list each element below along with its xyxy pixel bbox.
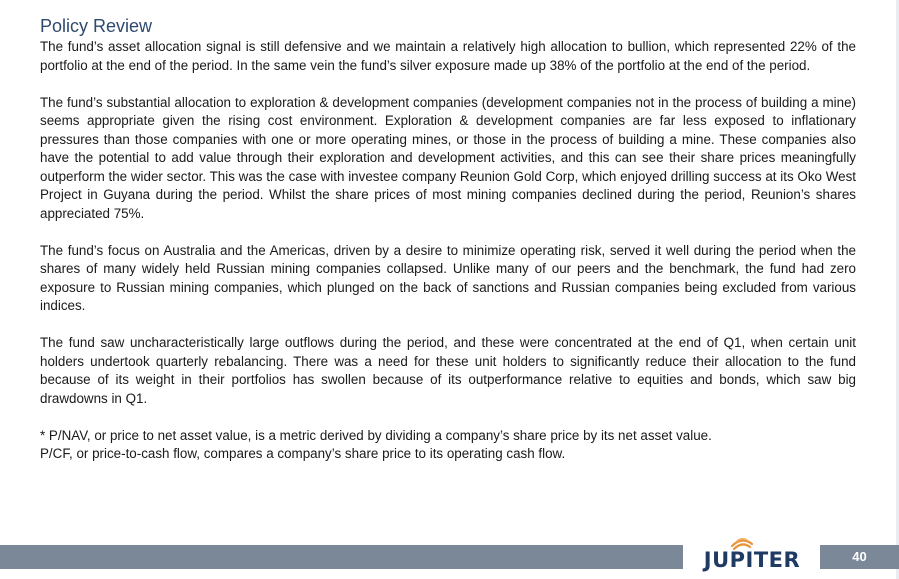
page-title: Policy Review: [40, 16, 153, 36]
paragraph-outflows: The fund saw uncharacteristically large outflows during the period, and these were concentrated at the end of Q1, when certain unit holders undertook quarterly rebalancing. There was a need for these unit holders to significantly reduce their allocation to the fund because of its weight in their portfolios has swollen because of its outperformance relative to equities and bonds, which saw big drawdowns in Q1.: [40, 335, 856, 406]
footer-bar: [0, 545, 683, 569]
footnote-pnav: * P/NAV, or price to net asset value, is a metric derived by dividing a company’s share price by its net asset value.: [40, 427, 712, 443]
jupiter-logo: [700, 535, 804, 573]
paragraph-geographic-focus: The fund’s focus on Australia and the Americas, driven by a desire to minimize operating risk, served it well during the period when the shares of many widely held Russian mining companies collapsed. Unlike many of our peers and the benchmark, the fund had zero exposure to Russian mining companies, which plunged on the back of sanctions and Russian companies being excluded from various indices.: [40, 242, 856, 313]
body-content: [40, 38, 856, 464]
footnote-pcf: P/CF, or price-to-cash flow, compares a company’s share price to its operating cash flow.: [40, 446, 566, 461]
logo-text: JUPITER: [703, 548, 801, 572]
paragraph-asset-allocation: The fund’s asset allocation signal is still defensive and we maintain a relatively high allocation to bullion, which represented 22% of the portfolio at the end of the period. In the same vein the fund’s silver exposure made up 38% of the portfolio at the end of the period.: [40, 39, 856, 73]
page-number: 40: [852, 549, 867, 564]
paragraph-exploration-development: The fund’s substantial allocation to exploration & development companies (development companies not in the process of building a mine) seems appropriate given the rising cost environment. Exploration & development companies are far less exposed to inflationary pressures than those companies with one or more operating mines, or those in the process of building a mine. These companies also have the potential to add value through their exploration and development activities, and this can see their share prices meaningfully outperform the wider sector. This was the case with investee company Reunion Gold Corp, which enjoyed drilling success at its Oko West Project in Guyana during the period. Whilst the share prices of most mining companies declined during the period, Reunion’s shares appreciated 75%.: [40, 94, 856, 221]
